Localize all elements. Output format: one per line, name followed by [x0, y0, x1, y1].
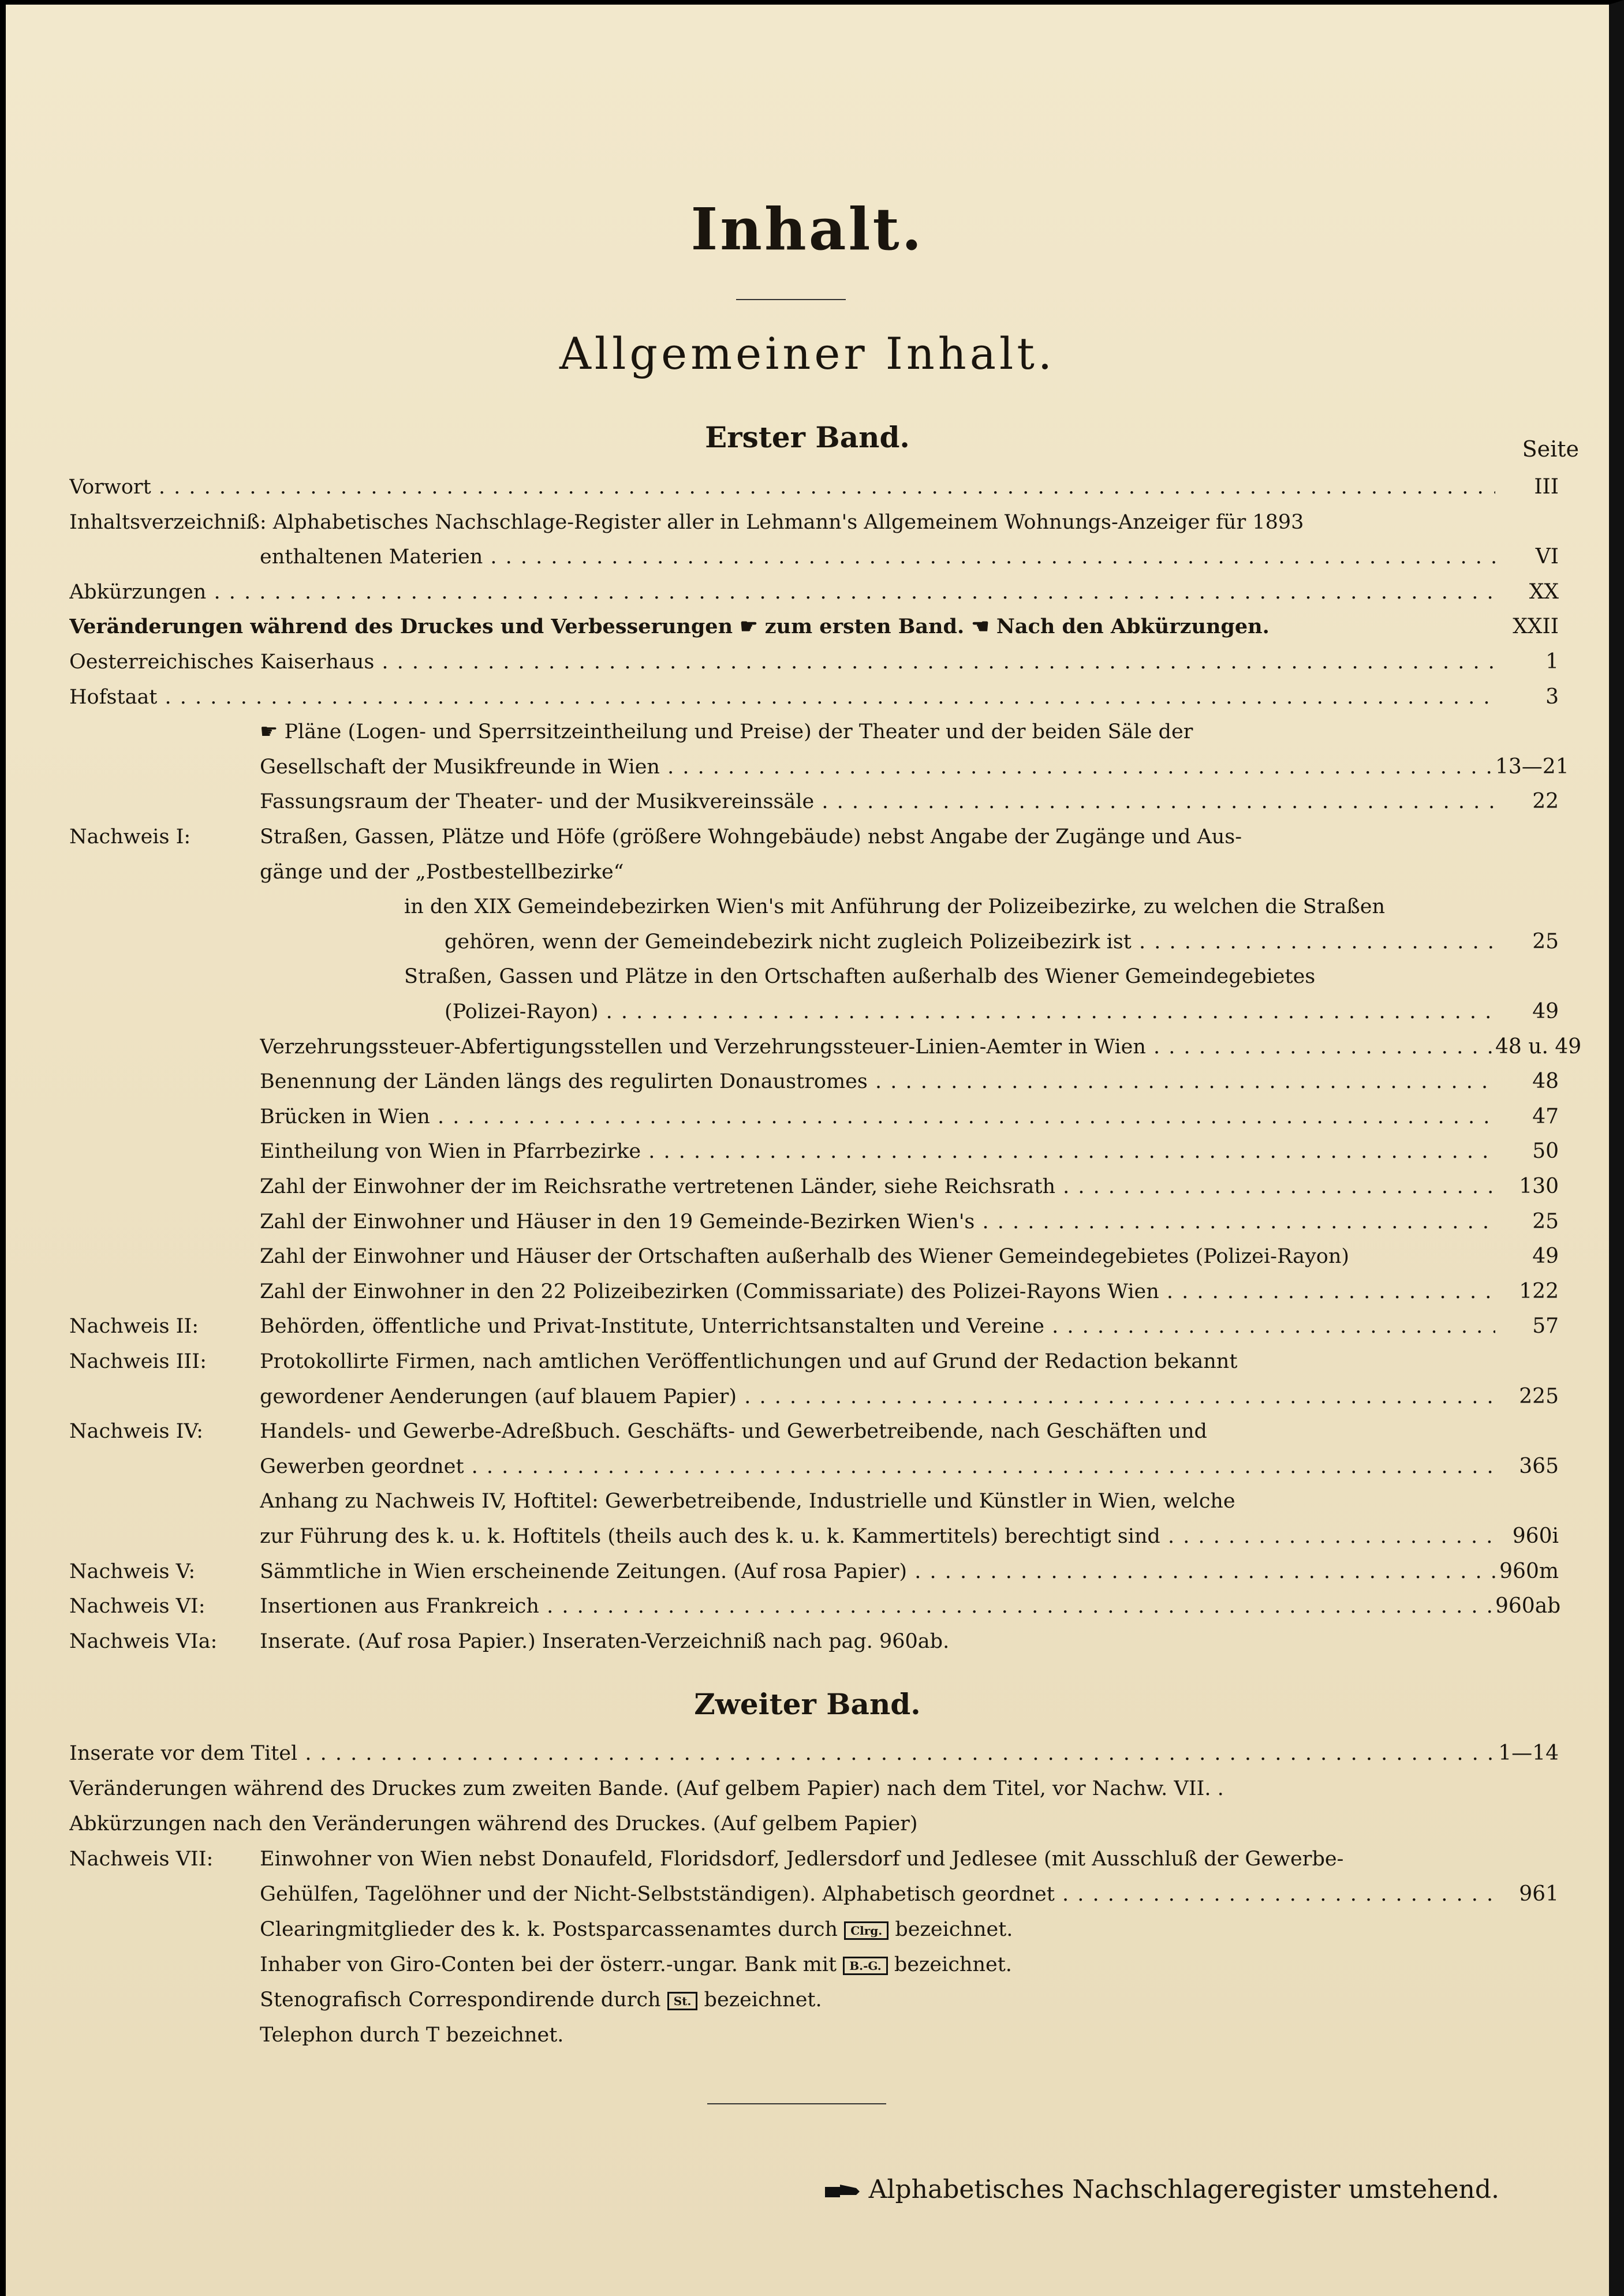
entry-text-group [445, 994, 1495, 1029]
entry-text-group [445, 925, 1495, 959]
toc-entry [69, 1414, 1559, 1449]
entry-page-number: 48 u. 49 [1495, 1034, 1582, 1059]
entry-text-group [260, 784, 1495, 819]
page-title: Inhalt. [690, 195, 924, 263]
toc-entry [69, 609, 1559, 644]
band2-heading: Zweiter Band. [694, 1687, 921, 1721]
entry-page-number: XXII [1513, 615, 1559, 639]
entry-prefix: Nachweis II: [69, 1315, 199, 1338]
pointing-hand-icon [824, 2182, 861, 2201]
entry-prefix: Nachweis III: [69, 1350, 207, 1373]
entry-page-number: 57 [1532, 1314, 1559, 1338]
toc-entry [69, 715, 1559, 749]
toc-entry [69, 1983, 1559, 2017]
entry-text: Fassungsraum der Theater- und der Musikvereinssäle [260, 790, 815, 814]
entry-page-number: 47 [1532, 1104, 1559, 1128]
entry-prefix: Nachweis VI: [69, 1595, 206, 1618]
entry-page-number: 49 [1532, 1244, 1559, 1269]
entry-text: Brücken in Wien [260, 1105, 430, 1128]
entry-text: gewordener Aenderungen (auf blauem Papier) [260, 1385, 737, 1408]
footer-note [824, 2175, 1499, 2204]
toc-entry [69, 1947, 1559, 1982]
entry-text-group [260, 1100, 1495, 1134]
entry-text-group [260, 1344, 1495, 1379]
entry-text: Inhaltsverzeichniß: Alphabetisches Nachschlage-Register aller in Lehmann's Allgemeinem Wohnungs-Anzeiger für 1893 [69, 510, 1304, 534]
toc-entry [69, 1344, 1559, 1379]
entry-page-number: 25 [1532, 929, 1559, 953]
entry-text-group [260, 1379, 1495, 1414]
entry-prefix: Nachweis VII: [69, 1848, 214, 1871]
entry-text: Handels- und Gewerbe-Adreßbuch. Geschäfts- und Gewerbetreibende, nach Geschäften und [260, 1420, 1207, 1444]
entry-page-number: 1 [1545, 650, 1559, 674]
entry-text: Clearingmitglieder des k. k. Postsparcassenamtes durch [260, 1918, 838, 1941]
entry-page-number: XX [1529, 579, 1559, 604]
toc-entry [69, 784, 1559, 819]
entry-text: Hofstaat [69, 685, 158, 709]
toc-entry [69, 1877, 1559, 1912]
entry-text: Inhaber von Giro-Conten bei der österr.-ungar. Bank mit [260, 1953, 837, 1976]
entry-text: ☛ Pläne (Logen- und Sperrsitzeintheilung und Preise) der Theater und der beiden Säle der [260, 720, 1193, 744]
toc-entry [69, 1807, 1559, 1841]
entry-text: Inserate vor dem Titel [69, 1742, 298, 1765]
entry-text-group [260, 1205, 1495, 1239]
toc-entry [69, 1624, 1559, 1659]
entry-text-group [69, 680, 1495, 715]
entry-text: Straßen, Gassen und Plätze in den Ortschaften außerhalb des Wiener Gemeindegebietes [404, 965, 1316, 989]
entry-badge: St. [667, 1992, 698, 2010]
toc-entry [69, 994, 1559, 1029]
entry-text-group [260, 1309, 1495, 1344]
entry-text-group [69, 505, 1495, 540]
entry-text-group [69, 575, 1495, 609]
entry-prefix: Nachweis VIa: [69, 1629, 218, 1653]
toc-entry [69, 1205, 1559, 1239]
toc-entry [69, 1842, 1559, 1876]
entry-text-group [260, 1030, 1495, 1064]
entry-text: Anhang zu Nachweis IV, Hoftitel: Gewerbetreibende, Industrielle und Künstler in Wien, welche [260, 1490, 1235, 1513]
toc-entry [69, 1912, 1559, 1947]
entry-text: Verzehrungssteuer-Abfertigungsstellen und Verzehrungssteuer-Linien-Aemter in Wien [260, 1035, 1146, 1059]
entry-text: Stenografisch Correspondirende durch [260, 1988, 661, 2011]
toc-entry [69, 1449, 1559, 1484]
entry-text: Inserate. (Auf rosa Papier.) Inseraten-Verzeichniß nach pag. 960ab. [260, 1629, 950, 1653]
entry-text: Sämmtliche in Wien erscheinende Zeitungen. (Auf rosa Papier) [260, 1560, 908, 1583]
toc-entry [69, 1309, 1559, 1344]
entry-badge: Clrg. [844, 1921, 888, 1940]
footer-divider [707, 2103, 886, 2104]
entry-page-number: 225 [1519, 1384, 1559, 1408]
toc-entry [69, 470, 1559, 504]
entry-text: Benennung der Länden längs des regulirten Donaustromes [260, 1070, 868, 1094]
entry-text-group [260, 1064, 1495, 1099]
toc-entry [69, 680, 1559, 715]
entry-text-after: bezeichnet. [704, 1988, 822, 2011]
toc-entry [69, 855, 1559, 889]
entry-text-group [260, 1983, 1495, 2017]
entry-page-number: III [1534, 475, 1559, 499]
toc-entry [69, 1519, 1559, 1554]
entry-text-group [69, 1807, 1495, 1841]
entry-text: Zahl der Einwohner in den 22 Polizeibezirken (Commissariate) des Polizei-Rayons Wien [260, 1280, 1159, 1303]
toc-entry [69, 2018, 1559, 2052]
entry-prefix: Nachweis IV: [69, 1420, 203, 1444]
entry-text: Vorwort [69, 476, 151, 499]
entry-text-group [260, 1414, 1495, 1449]
entry-text-group [260, 1842, 1495, 1876]
toc-entry [69, 1589, 1559, 1624]
toc-entry [69, 1134, 1559, 1169]
entry-text-group [69, 470, 1495, 504]
band1-heading: Erster Band. [705, 420, 910, 454]
toc-entry [69, 889, 1559, 924]
entry-text-group [260, 1554, 1495, 1589]
toc-entry [69, 1484, 1559, 1519]
entry-text: gehören, wenn der Gemeindebezirk nicht zugleich Polizeibezirk ist [445, 930, 1132, 953]
entry-text: Abkürzungen nach den Veränderungen während des Druckes. (Auf gelbem Papier) [69, 1812, 918, 1835]
entry-text-group [260, 540, 1495, 574]
footer-text: Alphabetisches Nachschlageregister umstehend. [868, 2175, 1499, 2204]
toc-entry [69, 1274, 1559, 1309]
entry-text-group [260, 1274, 1495, 1309]
entry-text-group [69, 645, 1495, 679]
entry-page-number: 122 [1519, 1279, 1559, 1303]
entry-text-group [69, 1771, 1495, 1806]
entry-text-group [260, 1239, 1495, 1274]
entry-page-number: 50 [1532, 1139, 1559, 1164]
entry-page-number: 365 [1519, 1454, 1559, 1478]
entry-text: Einwohner von Wien nebst Donaufeld, Floridsdorf, Jedlersdorf und Jedlesee (mit Ausschluß der Gewerbe- [260, 1848, 1344, 1871]
toc-entry [69, 1100, 1559, 1134]
entry-text-group [260, 1484, 1495, 1519]
entry-text-group [260, 715, 1495, 749]
entry-text: zur Führung des k. u. k. Hoftitels (theils auch des k. u. k. Kammertitels) berechtigt sind [260, 1525, 1160, 1548]
entry-text-group [260, 1877, 1495, 1912]
entry-text: gänge und der „Postbestellbezirke“ [260, 860, 624, 884]
entry-page-number: 960i [1512, 1524, 1559, 1548]
toc-entry [69, 1554, 1559, 1589]
entry-text-group [260, 1912, 1495, 1947]
page-column-label: Seite [1522, 436, 1579, 462]
entry-text: Zahl der Einwohner der im Reichsrathe vertretenen Länder, siehe Reichsrath [260, 1175, 1056, 1198]
entry-text: Insertionen aus Frankreich [260, 1595, 539, 1618]
toc-entry [69, 1064, 1559, 1099]
toc-entry [69, 1379, 1559, 1414]
entry-page-number: 960ab [1495, 1594, 1561, 1618]
entry-text: Veränderungen während des Druckes und Verbesserungen ☛ zum ersten Band. ☚ Nach den Abkürzungen. [69, 615, 1270, 639]
entry-text: enthaltenen Materien [260, 545, 483, 569]
entry-text-group [260, 750, 1495, 784]
entry-text-group [260, 1589, 1495, 1624]
entry-text: Eintheilung von Wien in Pfarrbezirke [260, 1140, 641, 1164]
entry-page-number: 25 [1532, 1209, 1559, 1233]
toc-entry [69, 1239, 1559, 1274]
entry-text-group [69, 1736, 1495, 1771]
entry-prefix: Nachweis V: [69, 1560, 196, 1583]
entry-page-number: 22 [1532, 790, 1559, 814]
entry-text-group [260, 1134, 1495, 1169]
toc-entry [69, 575, 1559, 609]
toc-entry [69, 645, 1559, 679]
entry-text-group [260, 855, 1495, 889]
title-divider [736, 299, 846, 300]
toc-entry [69, 1771, 1559, 1806]
entry-text-group [404, 889, 1495, 924]
entry-text: Straßen, Gassen, Plätze und Höfe (größere Wohngebäude) nebst Angabe der Zugänge und Aus- [260, 825, 1242, 848]
entry-text: in den XIX Gemeindebezirken Wien's mit Anführung der Polizeibezirke, zu welchen die Straßen [404, 895, 1385, 919]
entry-page-number: VI [1535, 545, 1559, 569]
entry-page-number: 49 [1532, 1000, 1559, 1023]
entry-page-number: 961 [1519, 1882, 1559, 1906]
entry-prefix: Nachweis I: [69, 825, 191, 848]
entry-page-number: 1—14 [1498, 1741, 1559, 1765]
toc-entry [69, 959, 1559, 994]
entry-text: Oesterreichisches Kaiserhaus [69, 650, 375, 674]
entry-text: Zahl der Einwohner und Häuser in den 19 Gemeinde-Bezirken Wien's [260, 1210, 975, 1233]
toc-entry [69, 750, 1569, 784]
entry-text: Behörden, öffentliche und Privat-Institute, Unterrichtsanstalten und Vereine [260, 1315, 1045, 1338]
entry-text: Telephon durch T bezeichnet. [260, 2024, 564, 2047]
entry-text-group [260, 1169, 1495, 1204]
toc-entry [69, 820, 1559, 854]
entry-text: Gehülfen, Tagelöhner und der Nicht-Selbstständigen). Alphabetisch geordnet [260, 1883, 1055, 1906]
entry-text: Gesellschaft der Musikfreunde in Wien [260, 755, 660, 779]
entry-text-group [260, 2018, 1495, 2052]
entry-text-group [260, 1624, 1495, 1659]
toc-entry [69, 1030, 1582, 1064]
entry-text-group [260, 820, 1495, 854]
entry-text: Veränderungen während des Druckes zum zweiten Bande. (Auf gelbem Papier) nach dem Titel, vor Nachw. VII. . [69, 1777, 1224, 1800]
entry-page-number: 960m [1499, 1559, 1559, 1583]
toc-entry [69, 1169, 1559, 1204]
entry-text-group [260, 1449, 1495, 1484]
entry-text-after: bezeichnet. [895, 1918, 1013, 1941]
toc-entry [69, 505, 1559, 540]
toc-entry [69, 1736, 1559, 1771]
entry-badge: B.-G. [843, 1957, 888, 1975]
entry-text: Protokollirte Firmen, nach amtlichen Veröffentlichungen und auf Grund der Redaction bekannt [260, 1350, 1238, 1373]
entry-page-number: 48 [1532, 1070, 1559, 1094]
toc-entry [69, 540, 1559, 574]
entry-text-after: bezeichnet. [894, 1953, 1012, 1976]
entry-page-number: 13—21 [1495, 754, 1569, 779]
toc-entry [69, 925, 1559, 959]
entry-text: Gewerben geordnet [260, 1454, 464, 1478]
entry-text-group [69, 609, 1495, 644]
entry-text: Zahl der Einwohner und Häuser der Ortschaften außerhalb des Wiener Gemeindegebietes (Polizei-Rayon) [260, 1245, 1350, 1269]
entry-text-group [260, 1519, 1495, 1554]
entry-text-group [260, 1947, 1495, 1982]
section-subtitle: Allgemeiner Inhalt. [559, 328, 1056, 379]
entry-page-number: 130 [1519, 1175, 1559, 1198]
entry-text: (Polizei-Rayon) [445, 1000, 599, 1023]
entry-text: Abkürzungen [69, 580, 207, 604]
entry-text-group [404, 959, 1495, 994]
entry-page-number: 3 [1545, 685, 1559, 709]
